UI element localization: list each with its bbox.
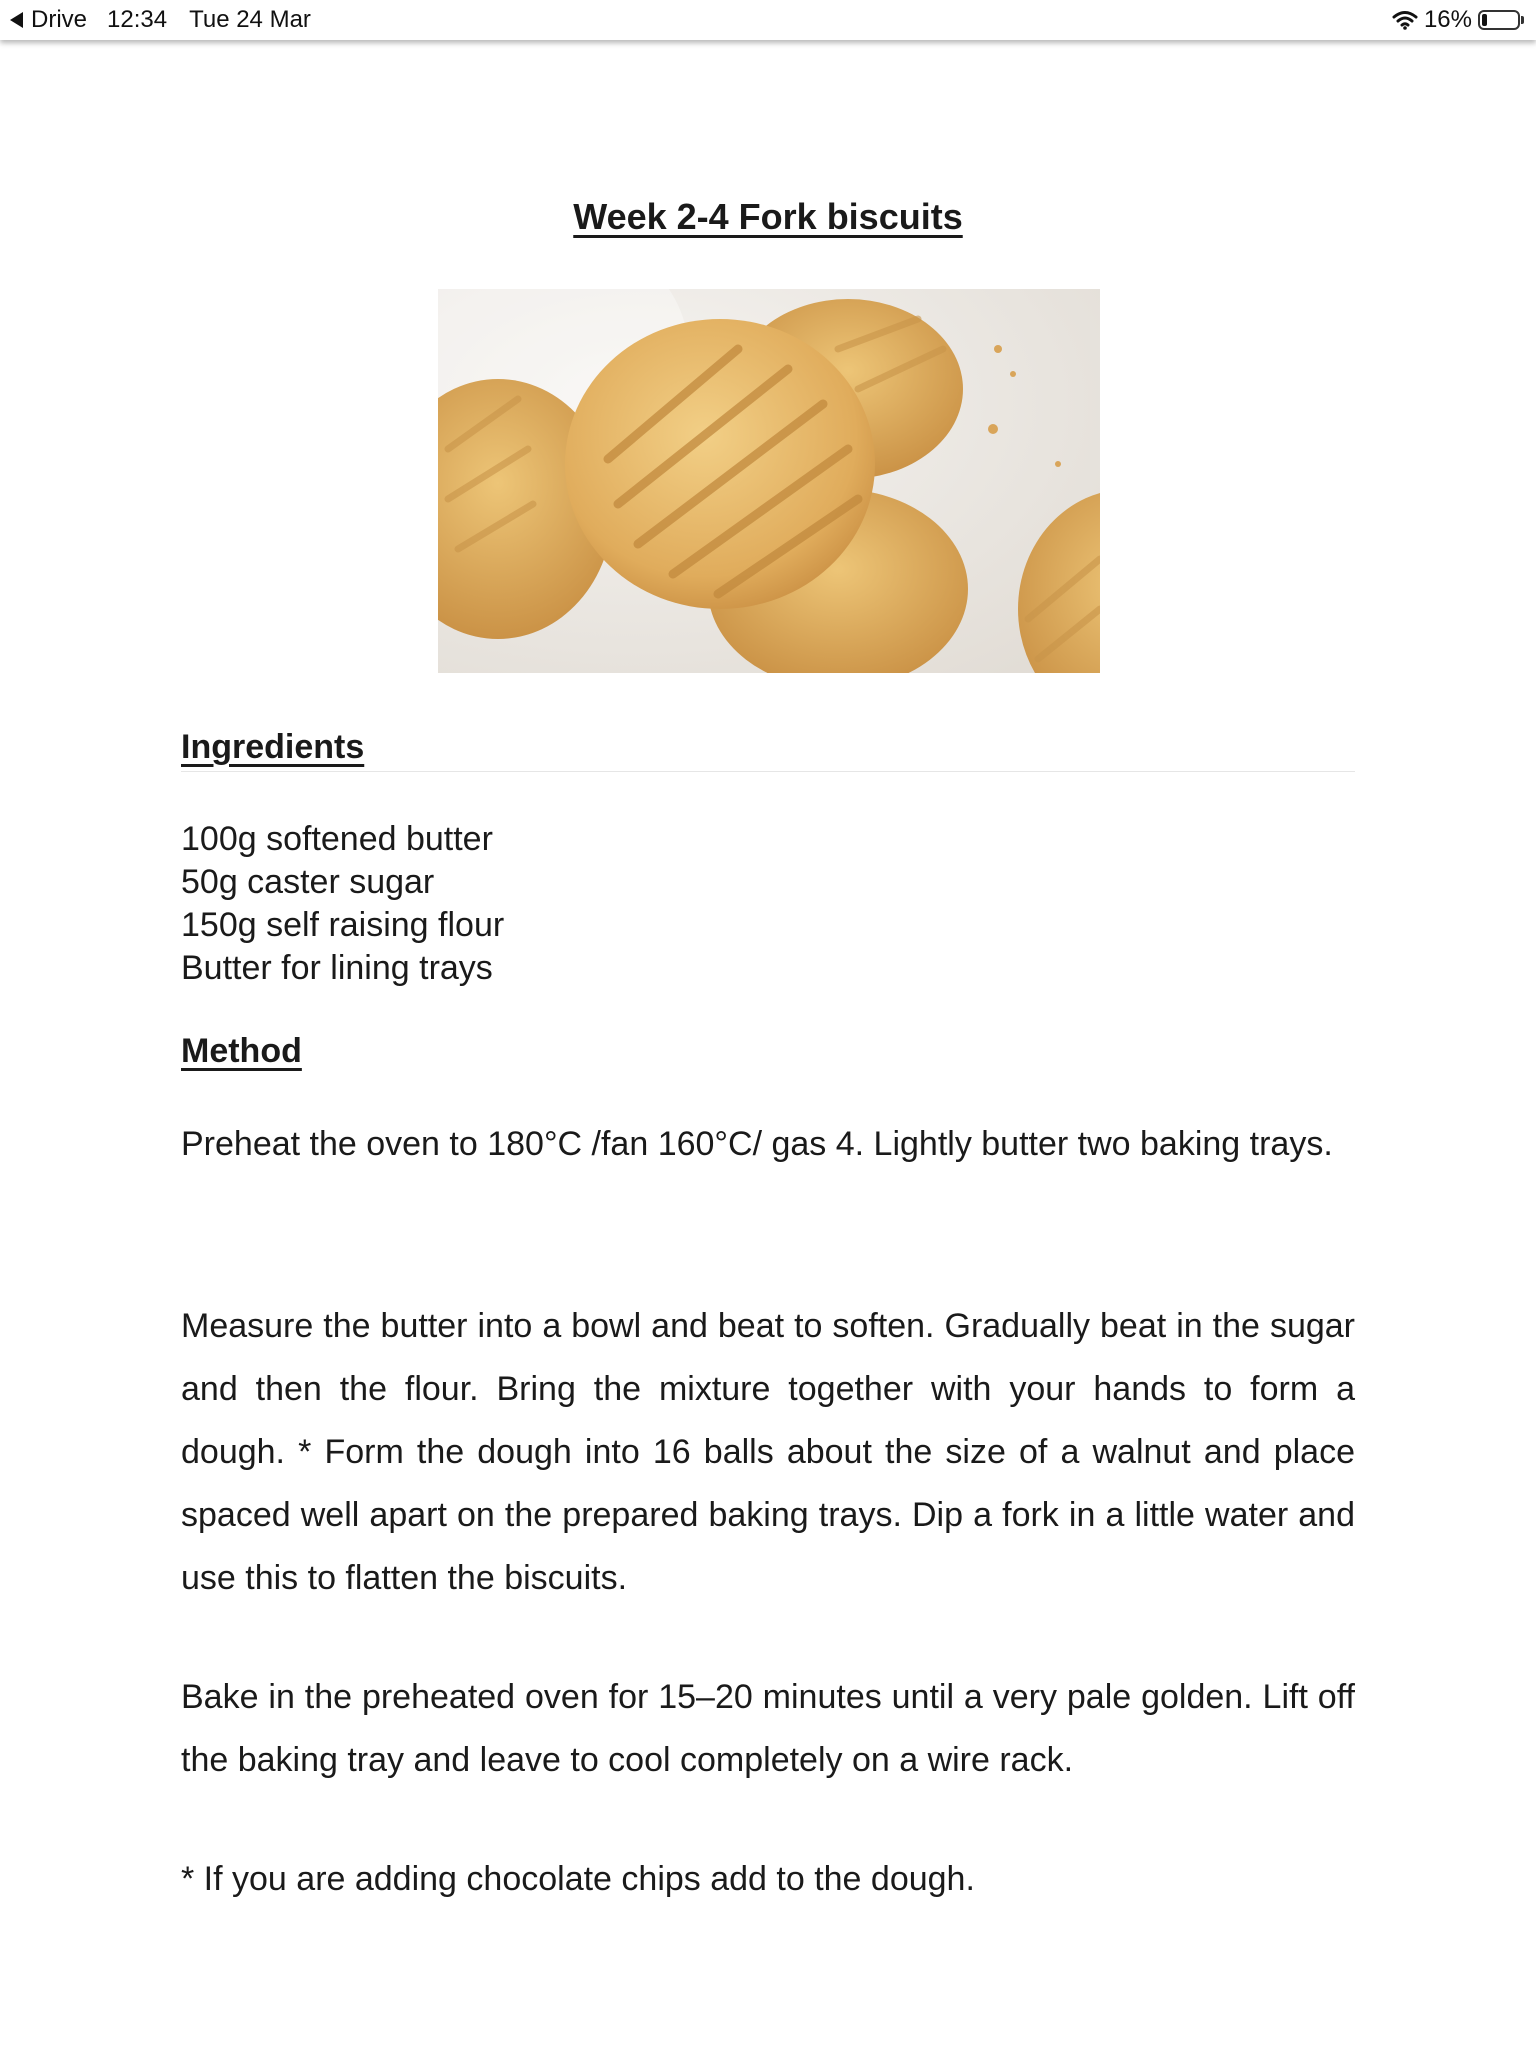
ingredients-heading: Ingredients	[181, 728, 365, 766]
method-step: Measure the butter into a bowl and beat to soften. Gradually beat in the sugar and then the flour. Bring the mixture together with your hands to form a dough. * Form the dough into 16 balls about the size of a walnut and place spaced well apart on the prepared baking trays. Dip a fork in a little water and use this to flatten the biscuits.	[181, 1307, 1355, 1597]
date: Tue 24 Mar	[189, 6, 311, 33]
back-label[interactable]: Drive	[31, 6, 88, 33]
list-item: 50g caster sugar	[181, 863, 435, 901]
list-item: 150g self raising flour	[181, 906, 505, 944]
back-arrow-icon[interactable]	[10, 12, 23, 28]
method-heading: Method	[181, 1032, 302, 1070]
list-item: Butter for lining trays	[181, 949, 493, 987]
status-bar	[0, 0, 1536, 40]
divider	[181, 771, 1355, 772]
list-item: 100g softened butter	[181, 820, 493, 858]
method-step: Preheat the oven to 180°C /fan 160°C/ gas 4. Lightly butter two baking trays.	[181, 1125, 1333, 1163]
ingredients-list	[181, 818, 504, 990]
battery-tip	[1521, 16, 1524, 24]
status-indicators	[1392, 6, 1524, 34]
clock: 12:34	[107, 6, 168, 33]
wifi-icon	[1392, 10, 1418, 30]
battery-icon	[1478, 10, 1520, 30]
battery-level	[1482, 14, 1487, 26]
back-to-drive[interactable]	[10, 6, 311, 34]
method-step: Bake in the preheated oven for 15–20 minutes until a very pale golden. Lift off the baking tray and leave to cool completely on a wire rack.	[181, 1678, 1355, 1779]
battery-percent: 16%	[1423, 6, 1472, 33]
document-title: Week 2-4 Fork biscuits	[573, 196, 963, 237]
fork-biscuits-photo	[438, 289, 1100, 673]
footnote: * If you are adding chocolate chips add to the dough.	[181, 1860, 975, 1898]
